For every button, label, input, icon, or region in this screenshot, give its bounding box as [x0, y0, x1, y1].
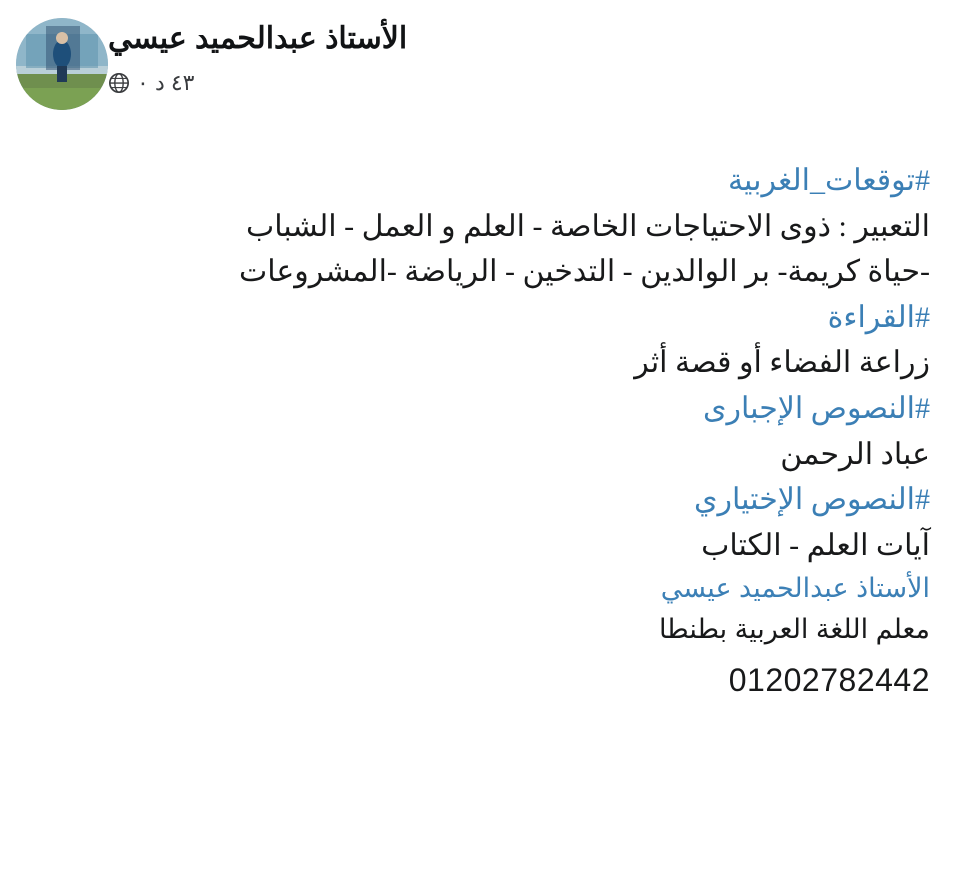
post-line-hashtag-tawaqqoat[interactable]: #توقعات_الغربية — [727, 164, 930, 197]
post-header — [0, 0, 960, 140]
post-line-hashtag-nosous-ekhtiary[interactable]: #النصوص الإختياري — [693, 483, 930, 517]
avatar[interactable] — [16, 18, 108, 110]
post-line-nosous-igbary-detail: عباد الرحمن — [780, 437, 930, 471]
post-body — [0, 140, 960, 705]
globe-icon — [108, 72, 130, 94]
post-line-hashtag-qiraa[interactable]: #القراءة — [827, 300, 930, 334]
post-timestamp[interactable]: ٤٣ د ٠ — [137, 69, 195, 95]
post-line-author-role: معلم اللغة العربية بطنطا — [658, 614, 930, 645]
post-line-hashtag-nosous-igbary[interactable]: #النصوص الإجبارى — [703, 391, 930, 425]
post-line-taabir: التعبير : ذوى الاحتياجات الخاصة - العلم و العمل - الشباب — [245, 209, 930, 243]
post-line-qiraa-detail: زراعة الفضاء أو قصة أثر — [634, 346, 930, 380]
post-line-phone[interactable]: 01202782442 — [728, 662, 930, 699]
post-line-nosous-ekhtiary-detail: آيات العلم - الكتاب — [701, 528, 930, 562]
post-line-author-credit: الأستاذ عبدالحميد عيسي — [660, 573, 930, 604]
post-author-name[interactable]: الأستاذ عبدالحميد عيسي — [108, 22, 408, 55]
post-author-block — [108, 14, 944, 94]
post-line-taabir-cont: -حياة كريمة- بر الوالدين - التدخين - الرياضة -المشروعات — [239, 255, 930, 289]
post-meta — [108, 69, 195, 95]
